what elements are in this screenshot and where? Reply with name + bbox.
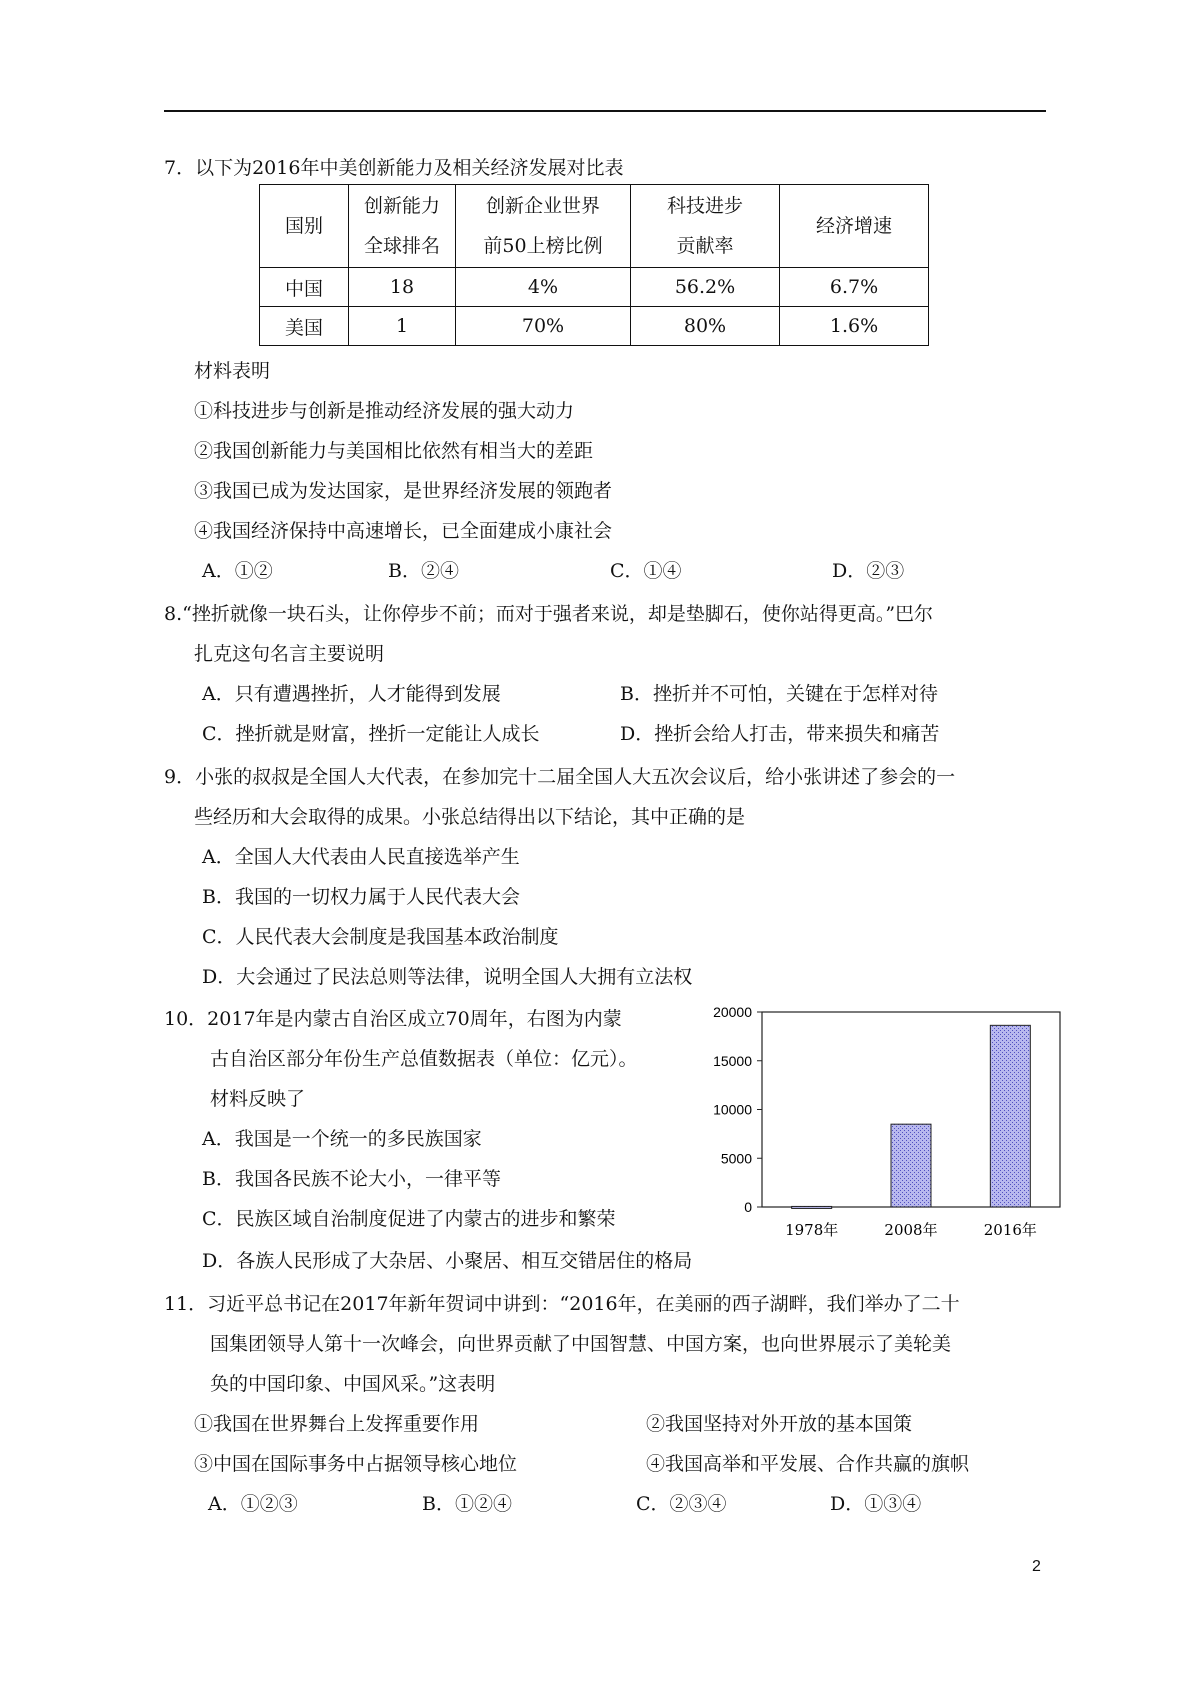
q7-item: ④我国经济保持中高速增长，已全面建成小康社会 [194, 520, 613, 542]
q7-item: ①科技进步与创新是推动经济发展的强大动力 [194, 400, 575, 422]
table-header-cell: 科技进步 贡献率 [631, 185, 780, 268]
q9-option-a: A．全国人大代表由人民直接选举产生 [202, 846, 520, 868]
q7-table [259, 184, 929, 346]
q8-option-c: C．挫折就是财富，挫折一定能让人成长 [202, 723, 540, 745]
q7-option-a: A．①② [202, 560, 273, 582]
q9-stem: 9．小张的叔叔是全国人大代表，在参加完十二届全国人大五次会议后，给小张讲述了参会的一 [164, 766, 956, 788]
q7-option-c: C．①④ [610, 560, 682, 582]
q11-item: ①我国在世界舞台上发挥重要作用 [194, 1413, 480, 1435]
table-row [260, 307, 929, 346]
bar-2016年 [990, 1025, 1030, 1207]
q11-option-b: B．①②④ [422, 1493, 512, 1515]
table-cell: 中国 [260, 268, 349, 307]
q7-item: ②我国创新能力与美国相比依然有相当大的差距 [194, 440, 594, 462]
q9-stem-cont: 些经历和大会取得的成果。小张总结得出以下结论，其中正确的是 [194, 806, 746, 828]
page-number: 2 [1032, 1558, 1041, 1575]
header-rule [164, 110, 1046, 112]
q9-option-d: D．大会通过了民法总则等法律，说明全国人大拥有立法权 [202, 966, 693, 988]
q8-option-d: D．挫折会给人打击，带来损失和痛苦 [620, 723, 940, 745]
table-cell: 6.7% [780, 268, 929, 307]
table-cell: 80% [631, 307, 780, 346]
q7-option-d: D．②③ [832, 560, 905, 582]
q7-stem: 7．以下为2016年中美创新能力及相关经济发展对比表 [164, 157, 624, 179]
y-tick-label: 5000 [720, 1150, 752, 1167]
q11-item: ②我国坚持对外开放的基本国策 [646, 1413, 913, 1435]
table-header-cell: 经济增速 [780, 185, 929, 268]
bar-2008年 [891, 1124, 931, 1207]
q8-option-b: B．挫折并不可怕，关键在于怎样对待 [620, 683, 938, 705]
q11-stem-cont: 奂的中国印象、中国风采。”这表明 [210, 1373, 496, 1395]
q10-stem-cont: 材料反映了 [210, 1088, 306, 1110]
q10-option-b: B．我国各民族不论大小，一律平等 [202, 1168, 501, 1190]
q8-stem: 8.“挫折就像一块石头，让你停步不前；而对于强者来说，却是垫脚石，使你站得更高。”巴尔 [164, 603, 934, 625]
q7-option-b: B．②④ [388, 560, 459, 582]
q11-stem: 11．习近平总书记在2017年新年贺词中讲到：“2016年，在美丽的西子湖畔，我们举办了二十 [164, 1293, 960, 1315]
table-cell: 56.2% [631, 268, 780, 307]
q11-item: ④我国高举和平发展、合作共赢的旗帜 [646, 1453, 970, 1475]
q9-option-b: B．我国的一切权力属于人民代表大会 [202, 886, 520, 908]
y-tick-label: 20000 [713, 1004, 752, 1020]
table-cell: 4% [456, 268, 631, 307]
q11-option-c: C．②③④ [636, 1493, 727, 1515]
table-cell: 70% [456, 307, 631, 346]
y-tick-label: 0 [744, 1199, 752, 1215]
y-tick-label: 10000 [713, 1101, 752, 1118]
x-tick-label: 2008年 [884, 1221, 938, 1239]
table-cell: 美国 [260, 307, 349, 346]
table-cell: 1.6% [780, 307, 929, 346]
table-cell: 1 [349, 307, 456, 346]
table-header-cell: 创新能力 全球排名 [349, 185, 456, 268]
q11-stem-cont: 国集团领导人第十一次峰会，向世界贡献了中国智慧、中国方案，也向世界展示了美轮美 [210, 1333, 952, 1355]
q9-option-c: C．人民代表大会制度是我国基本政治制度 [202, 926, 559, 948]
q10-option-c: C．民族区域自治制度促进了内蒙古的进步和繁荣 [202, 1208, 616, 1230]
q11-item: ③中国在国际事务中占据领导核心地位 [194, 1453, 518, 1475]
q10-stem: 10．2017年是内蒙古自治区成立70周年，右图为内蒙 [164, 1008, 622, 1030]
gdp-bar-chart [690, 1000, 1070, 1250]
q8-option-a: A．只有遭遇挫折，人才能得到发展 [202, 683, 501, 705]
y-tick-label: 15000 [713, 1052, 752, 1069]
q7-item: ③我国已成为发达国家，是世界经济发展的领跑者 [194, 480, 613, 502]
q10-option-a: A．我国是一个统一的多民族国家 [202, 1128, 482, 1150]
q7-lead: 材料表明 [194, 360, 271, 382]
table-header-cell: 国别 [260, 185, 349, 268]
q11-option-a: A．①②③ [208, 1493, 298, 1515]
q10-stem-cont: 古自治区部分年份生产总值数据表（单位：亿元）。 [210, 1048, 638, 1070]
bar-1978年 [792, 1206, 832, 1208]
table-header-cell: 创新企业世界 前50上榜比例 [456, 185, 631, 268]
q11-option-d: D．①③④ [830, 1493, 922, 1515]
q10-option-d: D．各族人民形成了大杂居、小聚居、相互交错居住的格局 [202, 1250, 693, 1272]
table-row [260, 268, 929, 307]
x-tick-label: 2016年 [983, 1221, 1037, 1239]
table-cell: 18 [349, 268, 456, 307]
q8-stem-cont: 扎克这句名言主要说明 [194, 643, 385, 665]
x-tick-label: 1978年 [785, 1221, 839, 1239]
